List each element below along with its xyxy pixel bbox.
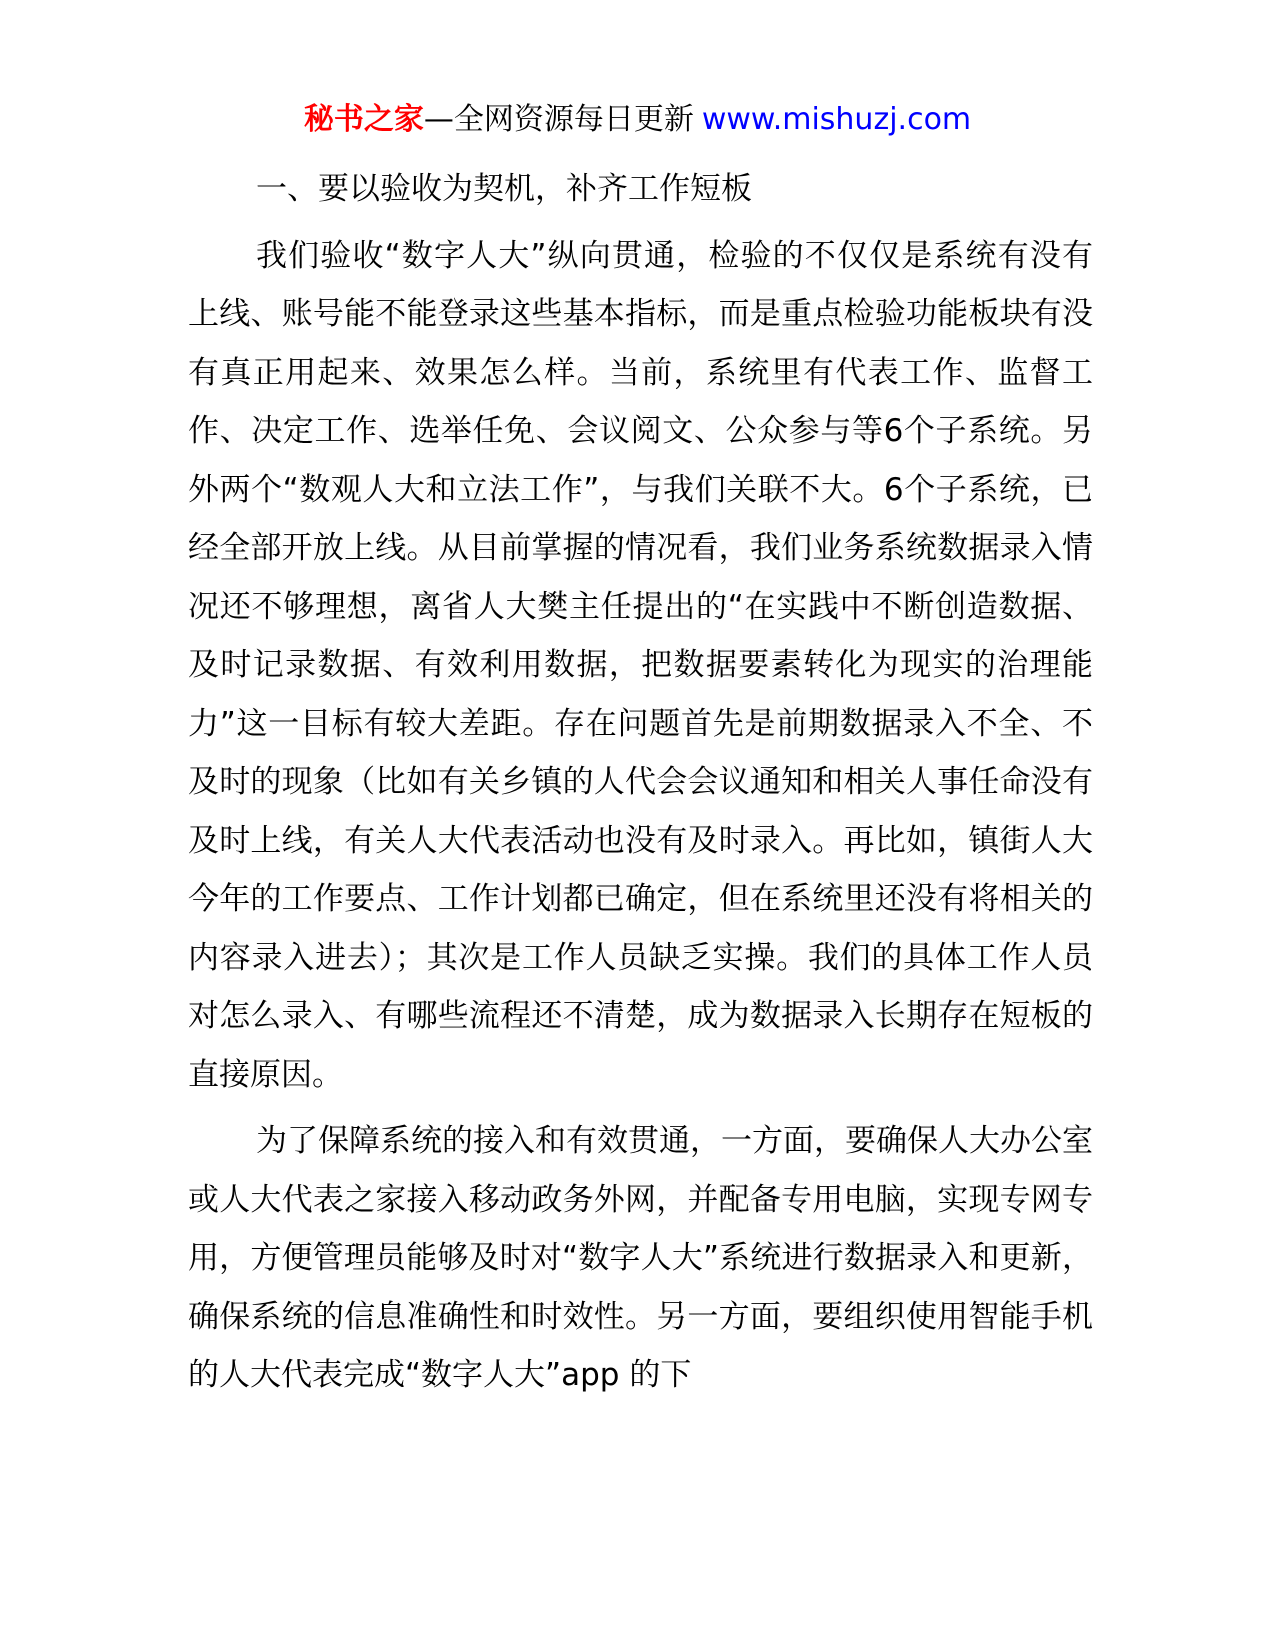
body-paragraph-1: 我们验收“数字人大”纵向贯通，检验的不仅仅是系统有没有上线、账号能不能登录这些基本指标，而是重点检验功能板块有没有真正用起来、效果怎么样。当前，系统里有代表工作、监督工作、决定工作、选举任免、会议阅文、公众参与等6个子系统。另外两个“数观人大和立法工作”，与我们关联不大。6个子系统，已经全部开放上线。从目前掌握的情况看，我们业务系统数据录入情况还不够理想，离省人大樊主任提出的“在实践中不断创造数据、及时记录数据、有效利用数据，把数据要素转化为现实的治理能力”这一目标有较大差距。存在问题首先是前期数据录入不全、不及时的现象（比如有关乡镇的人代会会议通知和相关人事任命没有及时上线，有关人大代表活动也没有及时录入。再比如，镇街人大今年的工作要点、工作计划都已确定，但在系统里还没有将相关的内容录入进去）；其次是工作人员缺乏实操。我们的具体工作人员对怎么录入、有哪些流程还不清楚，成为数据录入长期存在短板的直接原因。	[188, 237, 1093, 1093]
document-body	[188, 160, 1093, 1405]
header-tagline: —全网资源每日更新	[423, 102, 694, 137]
header-url-link[interactable]: www.mishuzj.com	[701, 102, 972, 137]
body-paragraph-2: 为了保障系统的接入和有效贯通，一方面，要确保人大办公室或人大代表之家接入移动政务外网，并配备专用电脑，实现专网专用，方便管理员能够及时对“数字人大”系统进行数据录入和更新，确保系统的信息准确性和时效性。另一方面，要组织使用智能手机的人大代表完成“数字人大”app 的下	[188, 1123, 1093, 1393]
brand-name: 秘书之家	[303, 102, 424, 137]
section-title: 一、要以验收为契机，补齐工作短板	[256, 171, 752, 207]
page-header	[0, 100, 1275, 140]
